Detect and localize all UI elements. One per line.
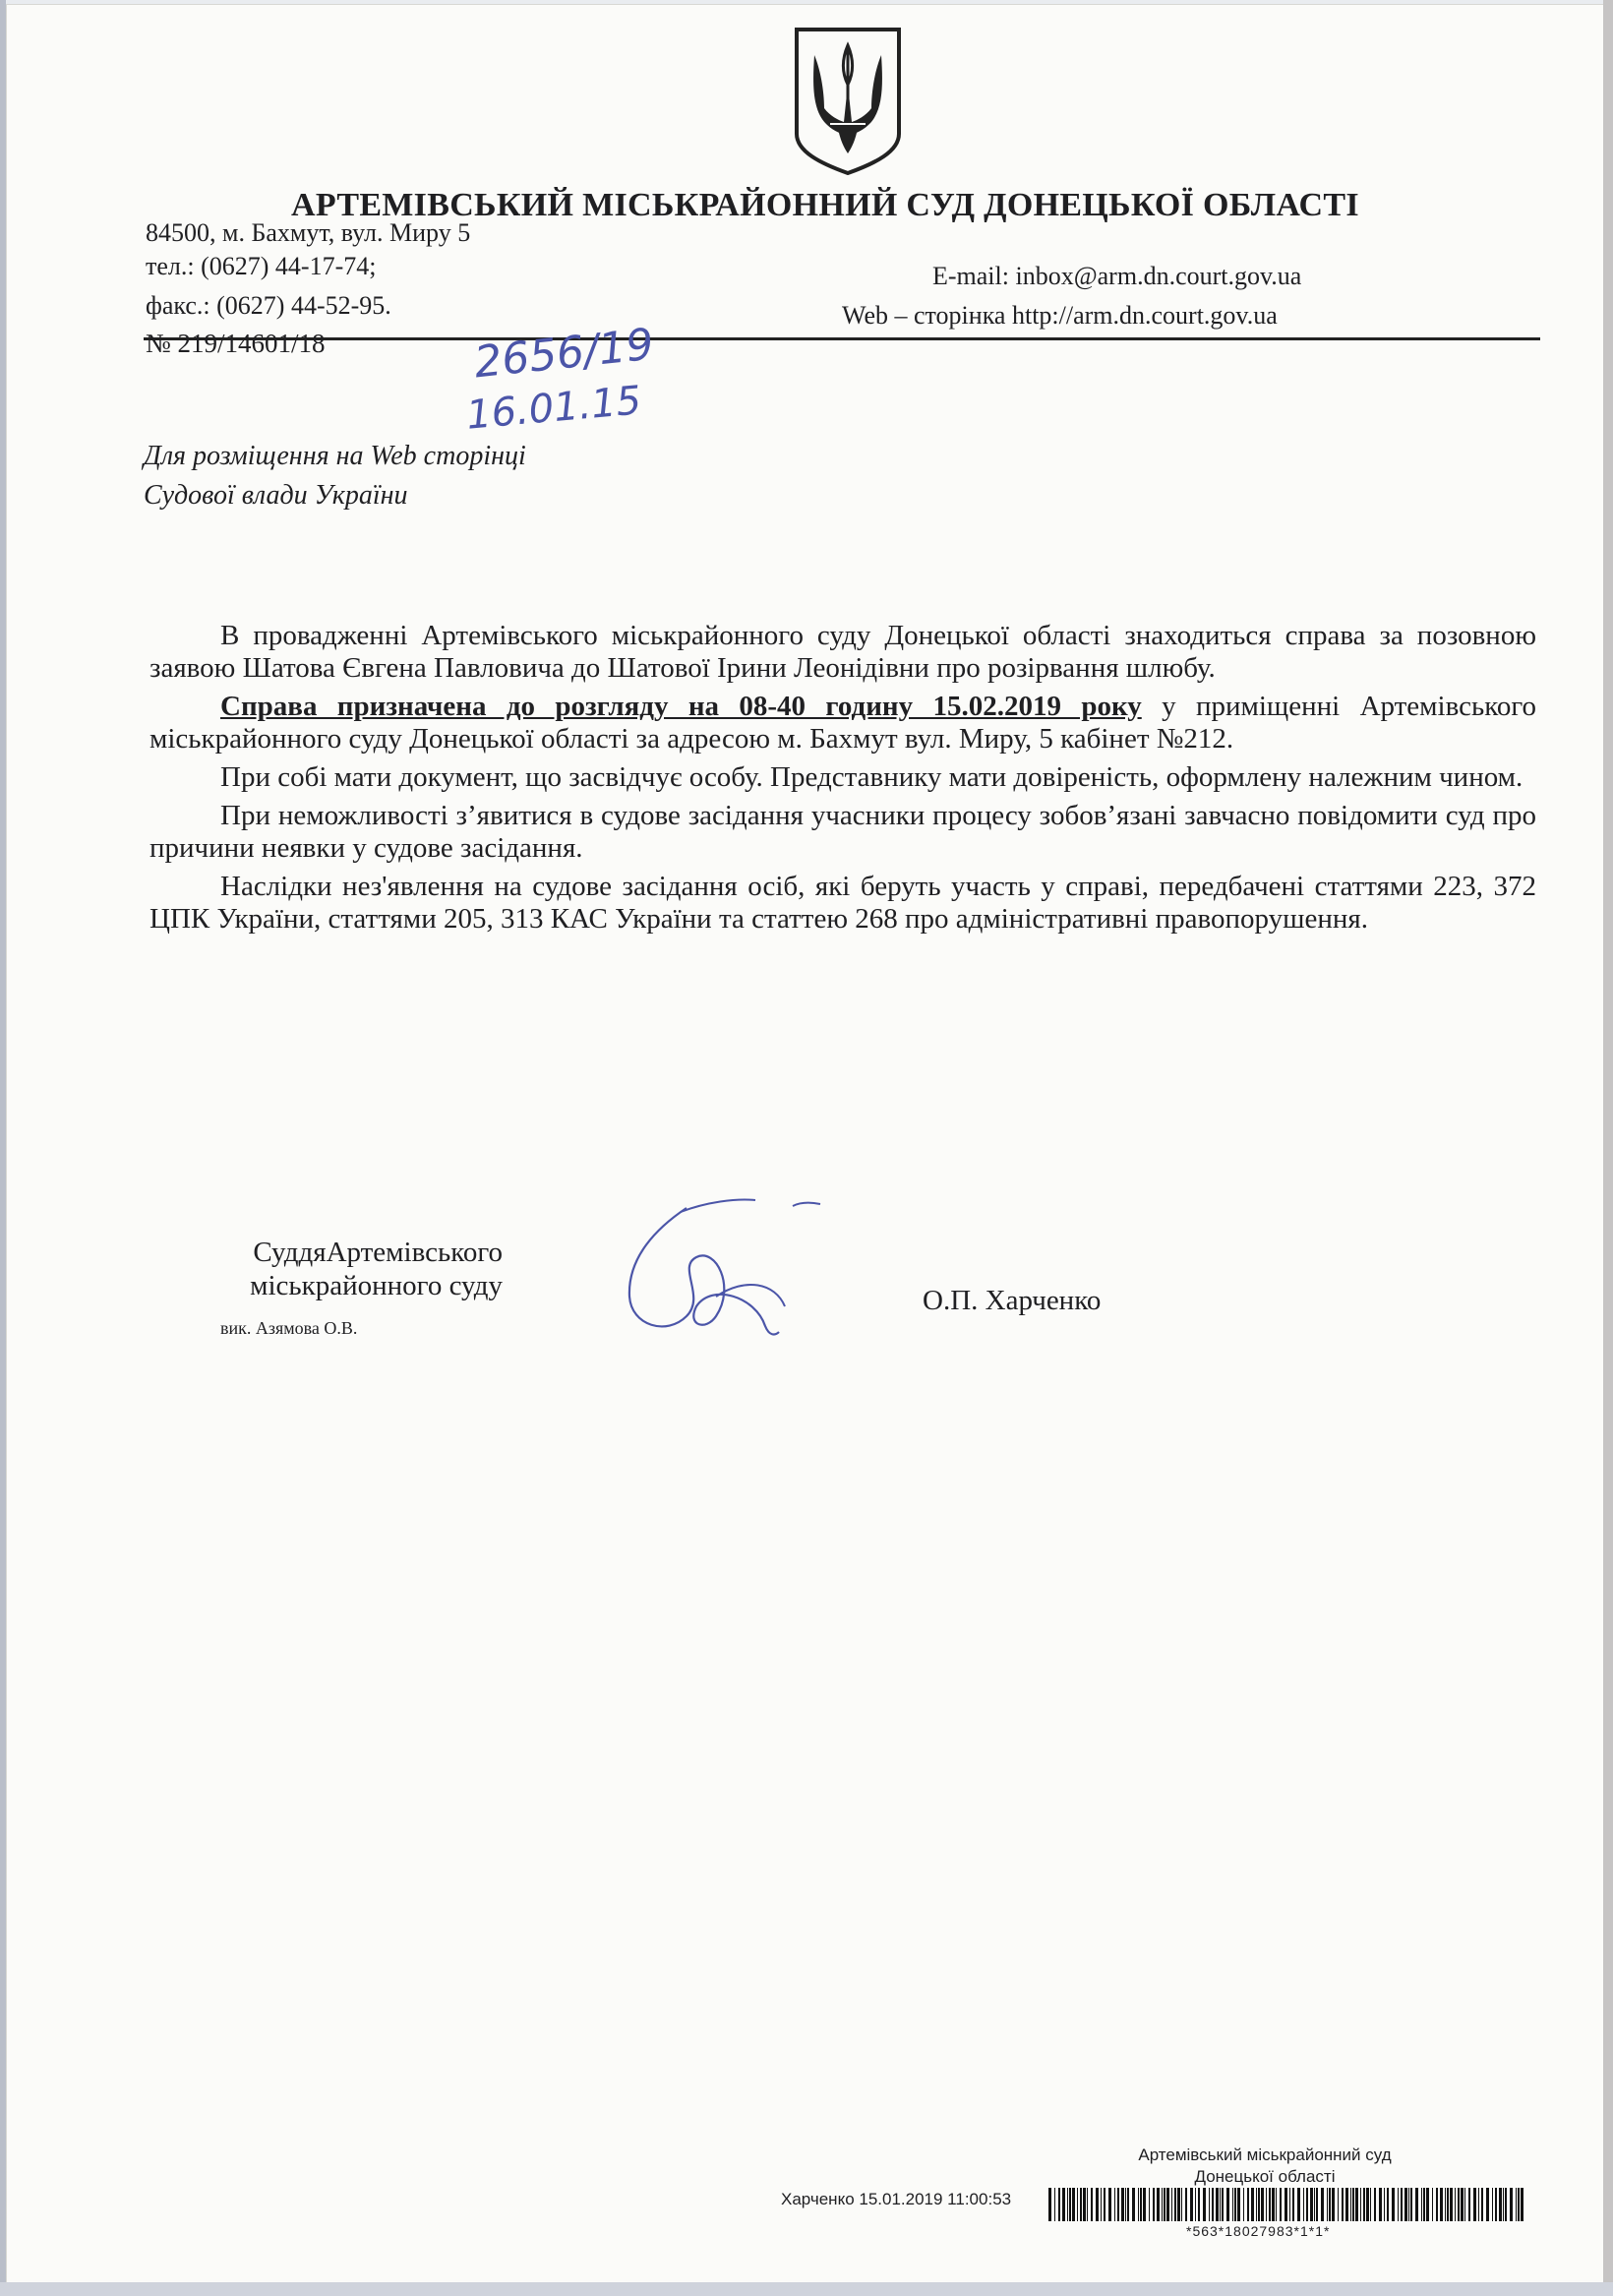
paragraph-case: В провадженні Артемівського міськрайонного суду Донецької області знаходиться справа за позовною заявою Шатова Євгена Павловича до Шатової Ірини Леонідівни про розірвання шлюбу. [149, 620, 1536, 684]
barcode-bar [1426, 2188, 1429, 2221]
header-divider [144, 337, 1540, 340]
barcode-bar [1468, 2188, 1470, 2221]
barcode-bar [1212, 2188, 1214, 2221]
addressee-line-2: Судової влади України [144, 480, 408, 511]
barcode-bar [1048, 2188, 1051, 2221]
barcode-bar [1256, 2188, 1257, 2221]
barcode-bar [1177, 2188, 1180, 2221]
barcode-bar [1127, 2188, 1129, 2221]
court-phone: тел.: (0627) 44-17-74; [146, 252, 377, 280]
barcode-bar [1216, 2188, 1219, 2221]
barcode-bar [1222, 2188, 1224, 2221]
barcode-bar [1190, 2188, 1193, 2221]
barcode-bar [1203, 2188, 1206, 2221]
barcode-bar [1091, 2188, 1093, 2221]
executor-name: вик. Азямова О.В. [220, 1318, 358, 1338]
barcode-bar [1237, 2188, 1240, 2221]
barcode-bar [1054, 2188, 1055, 2221]
barcode-bar [1392, 2188, 1395, 2221]
barcode-bar [1387, 2188, 1389, 2221]
barcode-bar [1481, 2188, 1483, 2221]
barcode-bar [1121, 2188, 1124, 2221]
barcode-bar [1423, 2188, 1425, 2221]
barcode-bar [1162, 2188, 1163, 2221]
barcode-bar [1195, 2188, 1196, 2221]
barcode-bar [1332, 2188, 1335, 2221]
barcode-bar [1436, 2188, 1438, 2221]
handwritten-signature [618, 1188, 824, 1346]
barcode-bar [1234, 2188, 1236, 2221]
barcode-bar [1157, 2188, 1160, 2221]
barcode-bar [1450, 2188, 1453, 2221]
barcode-bar [1117, 2188, 1119, 2221]
barcode-bar [1174, 2188, 1176, 2221]
barcode-bar [1415, 2188, 1418, 2221]
paragraph-documents: При собі мати документ, що засвідчує особу. Представнику мати довіреність, оформлену належним чином. [220, 761, 1523, 793]
handwritten-registration-date: 16.01.15 [464, 378, 643, 439]
barcode-bar [1269, 2188, 1271, 2221]
court-website: Web – сторінка http://arm.dn.court.gov.ua [842, 301, 1278, 330]
barcode-bar [1499, 2188, 1502, 2221]
stamp-court-line-2: Донецької області [1194, 2167, 1336, 2186]
barcode-bar [1379, 2188, 1382, 2221]
barcode-bar [1458, 2188, 1460, 2221]
barcode-bar [1164, 2188, 1165, 2221]
barcode-bar [1510, 2188, 1513, 2221]
barcode-bar [1132, 2188, 1135, 2221]
barcode-bar [1138, 2188, 1139, 2221]
barcode-bar [1495, 2188, 1497, 2221]
barcode-bar [1316, 2188, 1318, 2221]
barcode-bar [1261, 2188, 1264, 2221]
court-address: 84500, м. Бахмут, вул. Миру 5 [146, 218, 471, 247]
barcode-bar [1306, 2188, 1308, 2221]
barcode-bar [1518, 2188, 1520, 2221]
barcode-bar [1404, 2188, 1407, 2221]
barcode-bar [1492, 2188, 1493, 2221]
barcode-bar [1062, 2188, 1065, 2221]
barcode-bar [1140, 2188, 1142, 2221]
barcode-bar [1067, 2188, 1068, 2221]
notice-body [149, 620, 1536, 941]
stamp-signed-by: Харченко 15.01.2019 11:00:53 [781, 2190, 1012, 2208]
barcode-bar [1080, 2188, 1082, 2221]
barcode-bar [1153, 2188, 1155, 2221]
barcode-bar [1374, 2188, 1376, 2221]
barcode-bar [1289, 2188, 1290, 2221]
handwritten-registration-number: 2656/19 [471, 319, 656, 389]
hearing-date-text: Справа призначена до розгляду на 08-40 годину 15.02.2019 року [220, 691, 1142, 722]
hearing-location-text: у приміщенні Артемівського міськрайонного суду Донецької області за адресою м. Бахмут вул. Миру, 5 кабінет №212. [149, 691, 1536, 755]
barcode-bar [1185, 2188, 1187, 2221]
addressee [144, 437, 526, 515]
barcode-bar [1166, 2188, 1169, 2221]
barcode-bar [1342, 2188, 1344, 2221]
barcode-bar [1272, 2188, 1275, 2221]
barcode-bar [1329, 2188, 1331, 2221]
addressee-line-1: Для розміщення на Web сторінці [144, 441, 526, 471]
barcode-bar [1280, 2188, 1282, 2221]
barcode-bar [1366, 2188, 1369, 2221]
barcode-bar [1276, 2188, 1277, 2221]
barcode-bar [1292, 2188, 1294, 2221]
case-number: № 219/14601/18 [146, 329, 326, 358]
barcode-bar [1398, 2188, 1399, 2221]
judge-title-line-2: міськрайонного суду [250, 1270, 503, 1301]
scan-bottom-edge [0, 2282, 1613, 2296]
barcode-bar [1447, 2188, 1449, 2221]
barcode-bar [1101, 2188, 1102, 2221]
barcode-bar [1321, 2188, 1324, 2221]
barcode-bar [1440, 2188, 1443, 2221]
barcode-bar [1461, 2188, 1464, 2221]
barcode-bar [1486, 2188, 1489, 2221]
barcode-bar [1114, 2188, 1115, 2221]
barcode-bar [1401, 2188, 1403, 2221]
barcode-bar [1516, 2188, 1517, 2221]
barcode-bar [1125, 2188, 1126, 2221]
barcode-bar [1432, 2188, 1433, 2221]
barcode-bar [1251, 2188, 1254, 2221]
court-fax: факс.: (0627) 44-52-95. [146, 291, 391, 320]
barcode-bar [1410, 2188, 1412, 2221]
scan-right-edge [1603, 0, 1613, 2296]
barcode-bar [1314, 2188, 1315, 2221]
barcode-bar [1345, 2188, 1348, 2221]
court-name-heading: АРТЕМІВСЬКИЙ МІСЬКРАЙОННИЙ СУД ДОНЕЦЬКОЇ ОБЛАСТІ [291, 187, 1359, 223]
barcode-bar [1521, 2188, 1523, 2221]
barcode-bar [1408, 2188, 1409, 2221]
barcode-bar [1209, 2188, 1210, 2221]
barcode-bar [1058, 2188, 1060, 2221]
barcode-bar [1455, 2188, 1456, 2221]
judge-name: О.П. Харченко [923, 1285, 1102, 1316]
barcode-bar [1338, 2188, 1339, 2221]
barcode-bar [1284, 2188, 1287, 2221]
paragraph-hearing [149, 691, 1536, 755]
barcode-bar [1077, 2188, 1078, 2221]
barcode-bar [1327, 2188, 1328, 2221]
barcode-bar [1503, 2188, 1504, 2221]
ukraine-trident-emblem-icon [791, 26, 905, 175]
barcode-bar [1247, 2188, 1249, 2221]
barcode-bar [1069, 2188, 1071, 2221]
barcode-bar [1266, 2188, 1267, 2221]
barcode-bar [1243, 2188, 1244, 2221]
barcode-bar [1096, 2188, 1099, 2221]
barcode-bar [1258, 2188, 1260, 2221]
barcode-bar [1108, 2188, 1111, 2221]
barcode-bar [1370, 2188, 1371, 2221]
paragraph-absence: При неможливості з’явитися в судове засідання учасники процесу зобов’язані завчасно повідомити суд про причини неявки у судове засідання. [149, 800, 1536, 864]
paragraph-consequences: Наслідки нез'явлення на судове засідання осіб, які беруть участь у справі, передбачені статтями 223, 372 ЦПК України, статтями 205, 313 КАС України та статтею 268 про адміністративні правопорушення. [149, 871, 1536, 935]
barcode-bar [1355, 2188, 1358, 2221]
barcode-bar [1226, 2188, 1229, 2221]
court-email: E-mail: inbox@arm.dn.court.gov.ua [932, 262, 1302, 290]
barcode-bar [1149, 2188, 1150, 2221]
barcode-bar [1072, 2188, 1075, 2221]
barcode-bar [1464, 2188, 1465, 2221]
barcode-bar [1181, 2188, 1182, 2221]
barcode-bar [1087, 2188, 1088, 2221]
barcode-bar [1297, 2188, 1300, 2221]
document-page [6, 4, 1605, 2284]
barcode-bar [1360, 2188, 1361, 2221]
barcode-bar [1310, 2188, 1313, 2221]
barcode-bar [1232, 2188, 1233, 2221]
barcode-bar [1220, 2188, 1221, 2221]
judge-title-line-1: СуддяАртемівського [253, 1237, 503, 1268]
barcode [1048, 2188, 1528, 2221]
barcode-bar [1445, 2188, 1446, 2221]
barcode-bar [1421, 2188, 1422, 2221]
barcode-bar [1171, 2188, 1172, 2221]
barcode-bar [1303, 2188, 1304, 2221]
barcode-bar [1478, 2188, 1479, 2221]
barcode-bar [1083, 2188, 1086, 2221]
barcode-bar [1198, 2188, 1200, 2221]
barcode-bar [1143, 2188, 1146, 2221]
barcode-number: *563*18027983*1*1* [1186, 2223, 1331, 2239]
barcode-bar [1363, 2188, 1365, 2221]
barcode-bar [1384, 2188, 1385, 2221]
barcode-bar [1104, 2188, 1105, 2221]
stamp-court-name [1117, 2145, 1412, 2188]
barcode-bar [1505, 2188, 1507, 2221]
stamp-court-line-1: Артемівський міськрайонний суд [1138, 2145, 1392, 2164]
barcode-bar [1352, 2188, 1354, 2221]
judge-title [206, 1236, 503, 1302]
barcode-bar [1473, 2188, 1476, 2221]
barcode-bar [1350, 2188, 1351, 2221]
